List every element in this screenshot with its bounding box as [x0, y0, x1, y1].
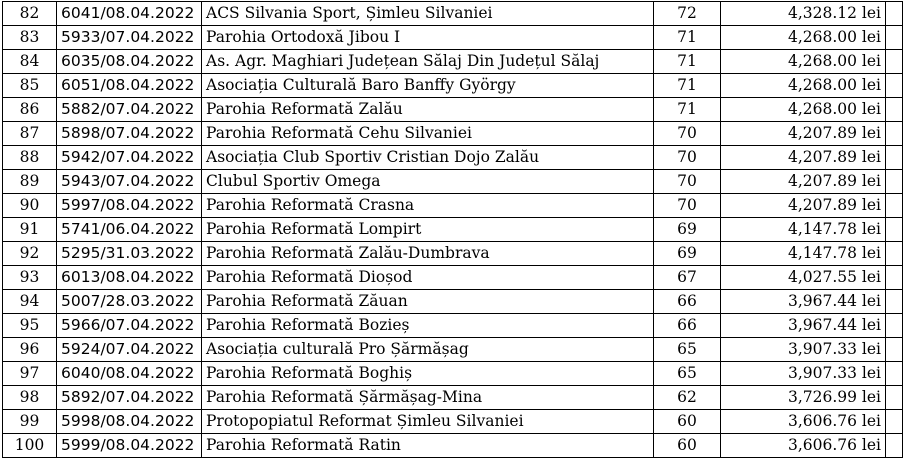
- organization-name-cell: Parohia Reformată Zalău: [202, 98, 654, 122]
- organization-name-cell: Parohia Reformată Dioșod: [202, 266, 654, 290]
- organization-name-cell: Asociația culturală Pro Șărmășag: [202, 338, 654, 362]
- amount-cell: 4,268.00 lei: [721, 98, 886, 122]
- registration-number-cell: 5295/31.03.2022: [57, 242, 202, 266]
- registration-number-cell: 6041/08.04.2022: [57, 2, 202, 26]
- row-number-cell: 90: [3, 194, 57, 218]
- table-row: [3, 122, 903, 146]
- points-cell: 66: [654, 290, 721, 314]
- table-row: [3, 194, 903, 218]
- organization-name-cell: ACS Silvania Sport, Șimleu Silvaniei: [202, 2, 654, 26]
- registration-number-cell: 5892/07.04.2022: [57, 386, 202, 410]
- amount-cell: 4,147.78 lei: [721, 218, 886, 242]
- table-row: [3, 74, 903, 98]
- row-number-cell: 87: [3, 122, 57, 146]
- points-cell: 71: [654, 98, 721, 122]
- table-row: [3, 50, 903, 74]
- table-row: [3, 218, 903, 242]
- organization-name-cell: Parohia Reformată Crasna: [202, 194, 654, 218]
- amount-cell: 3,606.76 lei: [721, 434, 886, 458]
- amount-cell: 3,606.76 lei: [721, 410, 886, 434]
- organization-name-cell: Parohia Reformată Boghiș: [202, 362, 654, 386]
- empty-cell: [886, 74, 903, 98]
- registration-number-cell: 5942/07.04.2022: [57, 146, 202, 170]
- organization-name-cell: Parohia Reformată Zalău-Dumbrava: [202, 242, 654, 266]
- points-cell: 66: [654, 314, 721, 338]
- amount-cell: 4,027.55 lei: [721, 266, 886, 290]
- row-number-cell: 83: [3, 26, 57, 50]
- points-cell: 60: [654, 434, 721, 458]
- registration-number-cell: 5999/08.04.2022: [57, 434, 202, 458]
- empty-cell: [886, 170, 903, 194]
- amount-cell: 4,268.00 lei: [721, 50, 886, 74]
- points-cell: 69: [654, 218, 721, 242]
- row-number-cell: 98: [3, 386, 57, 410]
- table-row: [3, 290, 903, 314]
- amount-cell: 4,207.89 lei: [721, 194, 886, 218]
- organization-name-cell: As. Agr. Maghiari Județean Sălaj Din Județul Sălaj: [202, 50, 654, 74]
- row-number-cell: 95: [3, 314, 57, 338]
- table-row: [3, 362, 903, 386]
- points-cell: 71: [654, 50, 721, 74]
- registration-number-cell: 6051/08.04.2022: [57, 74, 202, 98]
- empty-cell: [886, 290, 903, 314]
- table-row: [3, 266, 903, 290]
- row-number-cell: 94: [3, 290, 57, 314]
- points-cell: 62: [654, 386, 721, 410]
- registration-number-cell: 6040/08.04.2022: [57, 362, 202, 386]
- registration-number-cell: 5998/08.04.2022: [57, 410, 202, 434]
- amount-cell: 3,907.33 lei: [721, 338, 886, 362]
- points-cell: 70: [654, 170, 721, 194]
- row-number-cell: 96: [3, 338, 57, 362]
- points-cell: 65: [654, 362, 721, 386]
- registration-number-cell: 5997/08.04.2022: [57, 194, 202, 218]
- points-cell: 60: [654, 410, 721, 434]
- table-row: [3, 2, 903, 26]
- row-number-cell: 97: [3, 362, 57, 386]
- registration-number-cell: 6035/08.04.2022: [57, 50, 202, 74]
- funding-table-body: [3, 2, 903, 458]
- registration-number-cell: 5882/07.04.2022: [57, 98, 202, 122]
- empty-cell: [886, 218, 903, 242]
- points-cell: 71: [654, 26, 721, 50]
- row-number-cell: 84: [3, 50, 57, 74]
- empty-cell: [886, 146, 903, 170]
- row-number-cell: 88: [3, 146, 57, 170]
- empty-cell: [886, 26, 903, 50]
- empty-cell: [886, 314, 903, 338]
- empty-cell: [886, 386, 903, 410]
- registration-number-cell: 5898/07.04.2022: [57, 122, 202, 146]
- table-row: [3, 338, 903, 362]
- organization-name-cell: Parohia Ortodoxă Jibou I: [202, 26, 654, 50]
- registration-number-cell: 5007/28.03.2022: [57, 290, 202, 314]
- amount-cell: 4,207.89 lei: [721, 122, 886, 146]
- registration-number-cell: 5933/07.04.2022: [57, 26, 202, 50]
- table-row: [3, 98, 903, 122]
- row-number-cell: 93: [3, 266, 57, 290]
- points-cell: 70: [654, 122, 721, 146]
- amount-cell: 4,147.78 lei: [721, 242, 886, 266]
- empty-cell: [886, 266, 903, 290]
- points-cell: 72: [654, 2, 721, 26]
- amount-cell: 4,268.00 lei: [721, 26, 886, 50]
- empty-cell: [886, 122, 903, 146]
- table-row: [3, 242, 903, 266]
- amount-cell: 3,967.44 lei: [721, 290, 886, 314]
- empty-cell: [886, 362, 903, 386]
- registration-number-cell: 6013/08.04.2022: [57, 266, 202, 290]
- empty-cell: [886, 2, 903, 26]
- empty-cell: [886, 410, 903, 434]
- organization-name-cell: Parohia Reformată Șărmășag-Mina: [202, 386, 654, 410]
- organization-name-cell: Clubul Sportiv Omega: [202, 170, 654, 194]
- table-row: [3, 26, 903, 50]
- amount-cell: 3,726.99 lei: [721, 386, 886, 410]
- empty-cell: [886, 50, 903, 74]
- empty-cell: [886, 242, 903, 266]
- organization-name-cell: Asociația Culturală Baro Banffy György: [202, 74, 654, 98]
- amount-cell: 4,268.00 lei: [721, 74, 886, 98]
- points-cell: 71: [654, 74, 721, 98]
- row-number-cell: 82: [3, 2, 57, 26]
- amount-cell: 4,328.12 lei: [721, 2, 886, 26]
- row-number-cell: 99: [3, 410, 57, 434]
- row-number-cell: 91: [3, 218, 57, 242]
- registration-number-cell: 5943/07.04.2022: [57, 170, 202, 194]
- funding-table: [2, 1, 903, 458]
- registration-number-cell: 5924/07.04.2022: [57, 338, 202, 362]
- empty-cell: [886, 194, 903, 218]
- organization-name-cell: Parohia Reformată Ratin: [202, 434, 654, 458]
- points-cell: 70: [654, 146, 721, 170]
- amount-cell: 4,207.89 lei: [721, 146, 886, 170]
- registration-number-cell: 5741/06.04.2022: [57, 218, 202, 242]
- row-number-cell: 100: [3, 434, 57, 458]
- row-number-cell: 85: [3, 74, 57, 98]
- organization-name-cell: Asociația Club Sportiv Cristian Dojo Zalău: [202, 146, 654, 170]
- amount-cell: 3,907.33 lei: [721, 362, 886, 386]
- empty-cell: [886, 338, 903, 362]
- table-row: [3, 146, 903, 170]
- table-row: [3, 170, 903, 194]
- amount-cell: 3,967.44 lei: [721, 314, 886, 338]
- row-number-cell: 86: [3, 98, 57, 122]
- row-number-cell: 92: [3, 242, 57, 266]
- table-row: [3, 434, 903, 458]
- amount-cell: 4,207.89 lei: [721, 170, 886, 194]
- empty-cell: [886, 434, 903, 458]
- points-cell: 69: [654, 242, 721, 266]
- row-number-cell: 89: [3, 170, 57, 194]
- organization-name-cell: Parohia Reformată Bozieș: [202, 314, 654, 338]
- empty-cell: [886, 98, 903, 122]
- table-row: [3, 314, 903, 338]
- organization-name-cell: Protopopiatul Reformat Șimleu Silvaniei: [202, 410, 654, 434]
- table-row: [3, 386, 903, 410]
- points-cell: 65: [654, 338, 721, 362]
- points-cell: 67: [654, 266, 721, 290]
- registration-number-cell: 5966/07.04.2022: [57, 314, 202, 338]
- organization-name-cell: Parohia Reformată Lompirt: [202, 218, 654, 242]
- table-row: [3, 410, 903, 434]
- organization-name-cell: Parohia Reformată Zăuan: [202, 290, 654, 314]
- organization-name-cell: Parohia Reformată Cehu Silvaniei: [202, 122, 654, 146]
- points-cell: 70: [654, 194, 721, 218]
